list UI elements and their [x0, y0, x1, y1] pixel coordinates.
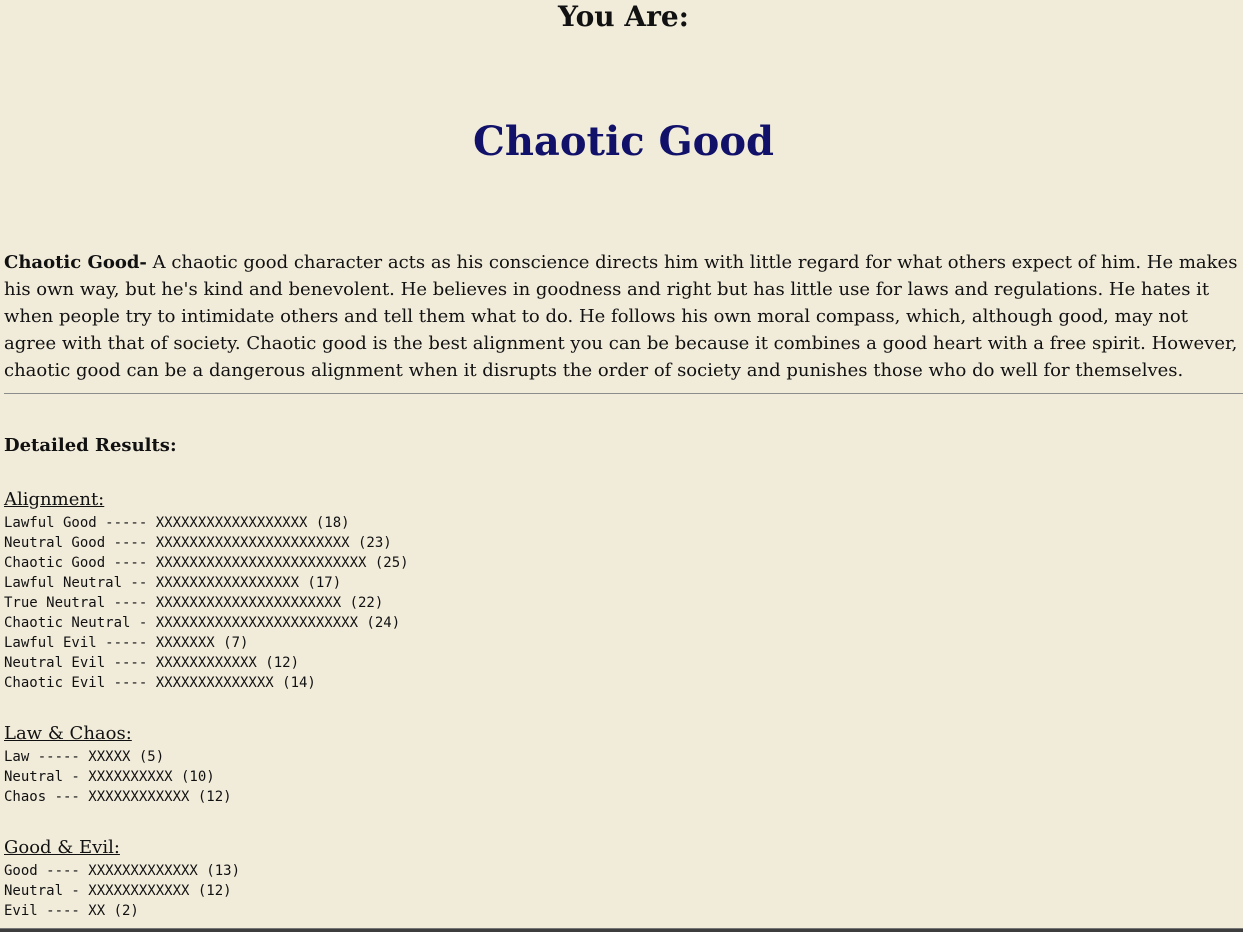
- alignment-row: Chaotic Evil ---- XXXXXXXXXXXXXX (14): [4, 675, 316, 691]
- alignment-heading: Alignment:: [4, 489, 105, 510]
- alignment-row: Lawful Evil ----- XXXXXXX (7): [4, 635, 249, 651]
- good-evil-row: Evil ---- XX (2): [4, 903, 139, 919]
- alignment-row: Neutral Evil ---- XXXXXXXXXXXX (12): [4, 655, 300, 671]
- alignment-row: Lawful Good ----- XXXXXXXXXXXXXXXXXX (18): [4, 515, 350, 531]
- description-label: Chaotic Good-: [4, 252, 147, 273]
- results-page: [4, 0, 1243, 919]
- good-evil-row: Neutral - XXXXXXXXXXXX (12): [4, 883, 232, 899]
- good-evil-heading: Good & Evil:: [4, 837, 120, 858]
- law-chaos-results: [4, 747, 232, 807]
- result-description: [4, 249, 1243, 384]
- good-evil-row: Good ---- XXXXXXXXXXXXX (13): [4, 863, 241, 879]
- detailed-results-heading: Detailed Results:: [4, 435, 177, 456]
- law-chaos-heading: Law & Chaos:: [4, 723, 132, 744]
- law-chaos-row: Chaos --- XXXXXXXXXXXX (12): [4, 789, 232, 805]
- alignment-row: Lawful Neutral -- XXXXXXXXXXXXXXXXX (17): [4, 575, 342, 591]
- good-evil-results: [4, 861, 240, 921]
- taskbar-edge: [0, 928, 1243, 932]
- description-text: A chaotic good character acts as his conscience directs him with little regard for what others expect of him. He makes his own way, but he's kind and benevolent. He believes in goodness and right but has little use for laws and regulations. He hates it when people try to intimidate others and tell them what to do. He follows his own moral compass, which, although good, may not agree with that of society. Chaotic good is the best alignment you can be because it combines a good heart with a free spirit. However, chaotic good can be a dangerous alignment when it disrupts the order of society and punishes those who do well for themselves.: [4, 252, 1238, 381]
- law-chaos-row: Neutral - XXXXXXXXXX (10): [4, 769, 215, 785]
- alignment-results: [4, 513, 409, 693]
- alignment-row: True Neutral ---- XXXXXXXXXXXXXXXXXXXXXX (22): [4, 595, 384, 611]
- alignment-row: Chaotic Good ---- XXXXXXXXXXXXXXXXXXXXXXXXX (25): [4, 555, 409, 571]
- you-are-heading: You Are:: [558, 0, 689, 33]
- alignment-row: Neutral Good ---- XXXXXXXXXXXXXXXXXXXXXXX (23): [4, 535, 392, 551]
- result-title: Chaotic Good: [473, 118, 774, 165]
- alignment-row: Chaotic Neutral - XXXXXXXXXXXXXXXXXXXXXXXX (24): [4, 615, 401, 631]
- section-divider: [4, 393, 1243, 394]
- law-chaos-row: Law ----- XXXXX (5): [4, 749, 165, 765]
